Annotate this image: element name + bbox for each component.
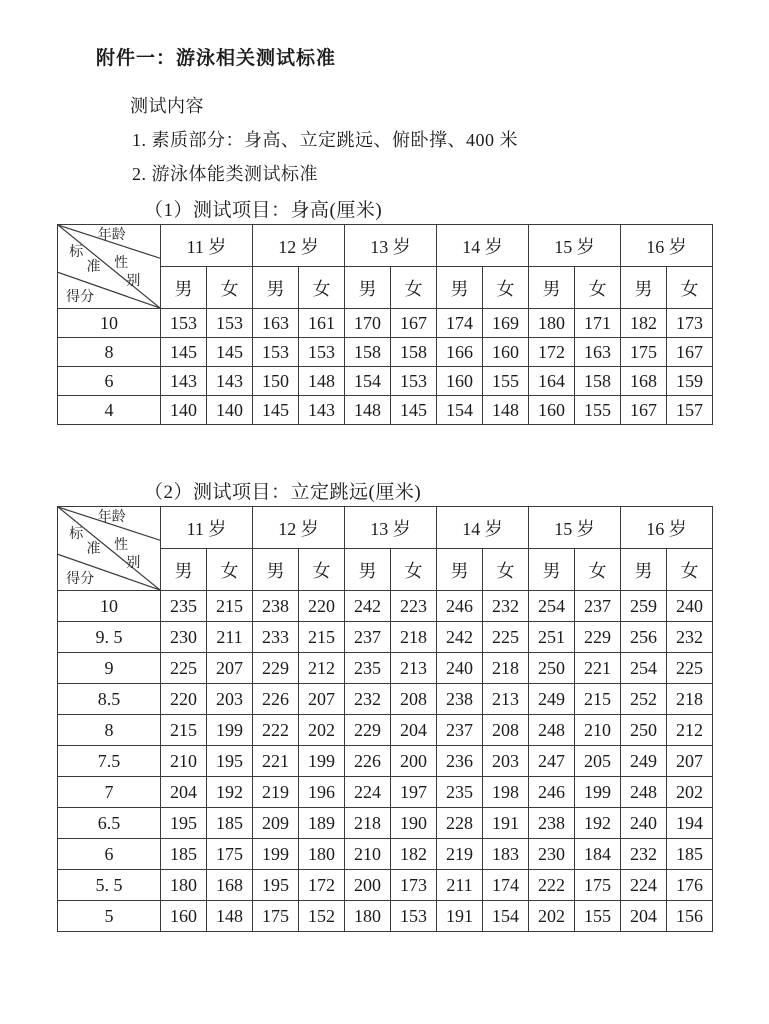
gender-header-cell: 女 xyxy=(391,267,437,309)
page-title: 附件一：游泳相关测试标准 xyxy=(96,48,337,69)
value-cell: 150 xyxy=(253,367,299,396)
value-cell: 211 xyxy=(437,870,483,901)
value-cell: 192 xyxy=(207,777,253,808)
value-cell: 204 xyxy=(391,715,437,746)
corner-header-cell xyxy=(58,225,161,309)
value-cell: 202 xyxy=(529,901,575,932)
corner-cell-content xyxy=(58,507,160,590)
value-cell: 197 xyxy=(391,777,437,808)
value-cell: 242 xyxy=(345,591,391,622)
value-cell: 143 xyxy=(161,367,207,396)
value-cell: 168 xyxy=(207,870,253,901)
value-cell: 203 xyxy=(483,746,529,777)
table-row xyxy=(58,715,713,746)
value-cell: 251 xyxy=(529,622,575,653)
value-cell: 218 xyxy=(667,684,713,715)
corner-label-score: 得分 xyxy=(66,289,95,305)
value-cell: 225 xyxy=(161,653,207,684)
value-cell: 212 xyxy=(299,653,345,684)
long-jump-standards-table xyxy=(57,506,713,932)
corner-label-age: 年龄 xyxy=(97,510,126,526)
value-cell: 190 xyxy=(391,808,437,839)
value-cell: 153 xyxy=(391,901,437,932)
gender-header-cell: 男 xyxy=(345,267,391,309)
value-cell: 248 xyxy=(621,777,667,808)
value-cell: 204 xyxy=(621,901,667,932)
value-cell: 218 xyxy=(483,653,529,684)
age-header-cell: 16 岁 xyxy=(621,225,713,267)
value-cell: 233 xyxy=(253,622,299,653)
value-cell: 215 xyxy=(299,622,345,653)
value-cell: 161 xyxy=(299,309,345,338)
value-cell: 215 xyxy=(207,591,253,622)
table-row xyxy=(58,870,713,901)
table-row xyxy=(58,777,713,808)
value-cell: 172 xyxy=(299,870,345,901)
value-cell: 154 xyxy=(437,396,483,425)
age-header-cell: 15 岁 xyxy=(529,225,621,267)
value-cell: 240 xyxy=(667,591,713,622)
height-standards-table xyxy=(57,224,713,425)
value-cell: 219 xyxy=(253,777,299,808)
score-cell: 4 xyxy=(58,396,161,425)
age-header-cell: 12 岁 xyxy=(253,225,345,267)
value-cell: 207 xyxy=(207,653,253,684)
value-cell: 236 xyxy=(437,746,483,777)
value-cell: 222 xyxy=(529,870,575,901)
value-cell: 148 xyxy=(207,901,253,932)
value-cell: 174 xyxy=(483,870,529,901)
value-cell: 229 xyxy=(575,622,621,653)
value-cell: 238 xyxy=(253,591,299,622)
value-cell: 207 xyxy=(299,684,345,715)
value-cell: 180 xyxy=(161,870,207,901)
gender-header-cell: 男 xyxy=(253,267,299,309)
value-cell: 220 xyxy=(299,591,345,622)
value-cell: 199 xyxy=(575,777,621,808)
gender-header-cell: 女 xyxy=(667,549,713,591)
value-cell: 153 xyxy=(391,367,437,396)
value-cell: 158 xyxy=(391,338,437,367)
value-cell: 145 xyxy=(207,338,253,367)
value-cell: 148 xyxy=(345,396,391,425)
value-cell: 167 xyxy=(667,338,713,367)
value-cell: 160 xyxy=(437,367,483,396)
value-cell: 210 xyxy=(575,715,621,746)
value-cell: 189 xyxy=(299,808,345,839)
gender-header-cell: 男 xyxy=(529,549,575,591)
gender-header-cell: 女 xyxy=(299,267,345,309)
value-cell: 211 xyxy=(207,622,253,653)
value-cell: 199 xyxy=(299,746,345,777)
score-cell: 6.5 xyxy=(58,808,161,839)
value-cell: 205 xyxy=(575,746,621,777)
value-cell: 195 xyxy=(207,746,253,777)
corner-header-cell xyxy=(58,507,161,591)
score-cell: 9 xyxy=(58,653,161,684)
value-cell: 145 xyxy=(253,396,299,425)
age-header-cell: 15 岁 xyxy=(529,507,621,549)
corner-label-gender-2: 别 xyxy=(126,273,141,289)
value-cell: 219 xyxy=(437,839,483,870)
table-row xyxy=(58,808,713,839)
value-cell: 180 xyxy=(345,901,391,932)
corner-label-gender-1: 性 xyxy=(114,537,129,553)
value-cell: 249 xyxy=(621,746,667,777)
value-cell: 202 xyxy=(299,715,345,746)
age-header-cell: 12 岁 xyxy=(253,507,345,549)
value-cell: 183 xyxy=(483,839,529,870)
value-cell: 238 xyxy=(437,684,483,715)
value-cell: 153 xyxy=(161,309,207,338)
value-cell: 213 xyxy=(483,684,529,715)
value-cell: 207 xyxy=(667,746,713,777)
value-cell: 148 xyxy=(299,367,345,396)
value-cell: 212 xyxy=(667,715,713,746)
value-cell: 215 xyxy=(161,715,207,746)
value-cell: 226 xyxy=(345,746,391,777)
value-cell: 210 xyxy=(345,839,391,870)
value-cell: 235 xyxy=(161,591,207,622)
score-cell: 7 xyxy=(58,777,161,808)
gender-header-cell: 男 xyxy=(161,267,207,309)
value-cell: 203 xyxy=(207,684,253,715)
value-cell: 170 xyxy=(345,309,391,338)
value-cell: 237 xyxy=(575,591,621,622)
table-row xyxy=(58,309,713,338)
age-header-cell: 14 岁 xyxy=(437,507,529,549)
value-cell: 224 xyxy=(621,870,667,901)
table-row xyxy=(58,622,713,653)
corner-cell-content xyxy=(58,225,160,308)
value-cell: 242 xyxy=(437,622,483,653)
table-row xyxy=(58,396,713,425)
gender-header-cell: 男 xyxy=(253,549,299,591)
value-cell: 200 xyxy=(391,746,437,777)
value-cell: 226 xyxy=(253,684,299,715)
value-cell: 155 xyxy=(575,396,621,425)
gender-header-cell: 女 xyxy=(207,267,253,309)
value-cell: 208 xyxy=(391,684,437,715)
value-cell: 154 xyxy=(345,367,391,396)
value-cell: 202 xyxy=(667,777,713,808)
score-cell: 6 xyxy=(58,839,161,870)
value-cell: 240 xyxy=(621,808,667,839)
value-cell: 175 xyxy=(575,870,621,901)
value-cell: 160 xyxy=(529,396,575,425)
table-row xyxy=(58,653,713,684)
value-cell: 204 xyxy=(161,777,207,808)
value-cell: 173 xyxy=(391,870,437,901)
value-cell: 259 xyxy=(621,591,667,622)
value-cell: 171 xyxy=(575,309,621,338)
score-cell: 8 xyxy=(58,715,161,746)
gender-header-cell: 男 xyxy=(437,267,483,309)
age-header-cell: 13 岁 xyxy=(345,225,437,267)
value-cell: 235 xyxy=(345,653,391,684)
value-cell: 254 xyxy=(529,591,575,622)
value-cell: 250 xyxy=(529,653,575,684)
value-cell: 232 xyxy=(483,591,529,622)
value-cell: 199 xyxy=(207,715,253,746)
corner-label-standard-2: 准 xyxy=(86,541,101,557)
table-caption-height: （1）测试项目：身高(厘米) xyxy=(144,200,383,221)
score-cell: 9. 5 xyxy=(58,622,161,653)
corner-label-gender-2: 别 xyxy=(126,555,141,571)
value-cell: 246 xyxy=(529,777,575,808)
value-cell: 153 xyxy=(207,309,253,338)
value-cell: 196 xyxy=(299,777,345,808)
value-cell: 218 xyxy=(345,808,391,839)
score-cell: 10 xyxy=(58,309,161,338)
value-cell: 163 xyxy=(575,338,621,367)
value-cell: 254 xyxy=(621,653,667,684)
value-cell: 209 xyxy=(253,808,299,839)
value-cell: 237 xyxy=(437,715,483,746)
list-item-swim-fitness: 2. 游泳体能类测试标准 xyxy=(132,164,318,184)
value-cell: 176 xyxy=(667,870,713,901)
value-cell: 228 xyxy=(437,808,483,839)
value-cell: 159 xyxy=(667,367,713,396)
value-cell: 148 xyxy=(483,396,529,425)
value-cell: 229 xyxy=(345,715,391,746)
value-cell: 200 xyxy=(345,870,391,901)
value-cell: 180 xyxy=(299,839,345,870)
section-heading-test-content: 测试内容 xyxy=(130,96,204,116)
value-cell: 230 xyxy=(529,839,575,870)
value-cell: 223 xyxy=(391,591,437,622)
value-cell: 158 xyxy=(345,338,391,367)
value-cell: 215 xyxy=(575,684,621,715)
value-cell: 163 xyxy=(253,309,299,338)
value-cell: 158 xyxy=(575,367,621,396)
value-cell: 194 xyxy=(667,808,713,839)
value-cell: 167 xyxy=(391,309,437,338)
value-cell: 195 xyxy=(253,870,299,901)
table-header-row-ages xyxy=(58,507,713,549)
corner-label-standard-1: 标 xyxy=(69,526,84,542)
gender-header-cell: 女 xyxy=(667,267,713,309)
value-cell: 145 xyxy=(391,396,437,425)
value-cell: 247 xyxy=(529,746,575,777)
value-cell: 185 xyxy=(207,808,253,839)
value-cell: 238 xyxy=(529,808,575,839)
value-cell: 155 xyxy=(483,367,529,396)
age-header-cell: 14 岁 xyxy=(437,225,529,267)
value-cell: 145 xyxy=(161,338,207,367)
gender-header-cell: 男 xyxy=(437,549,483,591)
value-cell: 208 xyxy=(483,715,529,746)
value-cell: 175 xyxy=(207,839,253,870)
value-cell: 232 xyxy=(621,839,667,870)
gender-header-cell: 男 xyxy=(621,267,667,309)
value-cell: 191 xyxy=(483,808,529,839)
value-cell: 252 xyxy=(621,684,667,715)
value-cell: 156 xyxy=(667,901,713,932)
value-cell: 232 xyxy=(667,622,713,653)
value-cell: 229 xyxy=(253,653,299,684)
value-cell: 249 xyxy=(529,684,575,715)
table-caption-standing-long-jump: （2）测试项目：立定跳远(厘米) xyxy=(144,482,422,503)
gender-header-cell: 男 xyxy=(161,549,207,591)
gender-header-cell: 女 xyxy=(575,267,621,309)
score-cell: 7.5 xyxy=(58,746,161,777)
table-row xyxy=(58,684,713,715)
gender-header-cell: 女 xyxy=(299,549,345,591)
score-cell: 6 xyxy=(58,367,161,396)
value-cell: 167 xyxy=(621,396,667,425)
value-cell: 222 xyxy=(253,715,299,746)
value-cell: 154 xyxy=(483,901,529,932)
gender-header-cell: 女 xyxy=(575,549,621,591)
value-cell: 155 xyxy=(575,901,621,932)
value-cell: 221 xyxy=(575,653,621,684)
score-cell: 8 xyxy=(58,338,161,367)
value-cell: 182 xyxy=(391,839,437,870)
value-cell: 160 xyxy=(161,901,207,932)
table-row xyxy=(58,367,713,396)
value-cell: 143 xyxy=(299,396,345,425)
value-cell: 157 xyxy=(667,396,713,425)
table-row xyxy=(58,591,713,622)
value-cell: 175 xyxy=(253,901,299,932)
age-header-cell: 11 岁 xyxy=(161,507,253,549)
age-header-cell: 11 岁 xyxy=(161,225,253,267)
value-cell: 180 xyxy=(529,309,575,338)
value-cell: 235 xyxy=(437,777,483,808)
value-cell: 240 xyxy=(437,653,483,684)
table-row xyxy=(58,338,713,367)
value-cell: 166 xyxy=(437,338,483,367)
corner-label-gender-1: 性 xyxy=(114,255,129,271)
value-cell: 185 xyxy=(667,839,713,870)
value-cell: 237 xyxy=(345,622,391,653)
value-cell: 218 xyxy=(391,622,437,653)
value-cell: 160 xyxy=(483,338,529,367)
corner-label-standard-2: 准 xyxy=(86,259,101,275)
corner-label-standard-1: 标 xyxy=(69,244,84,260)
value-cell: 198 xyxy=(483,777,529,808)
gender-header-cell: 男 xyxy=(529,267,575,309)
gender-header-cell: 男 xyxy=(621,549,667,591)
corner-label-score: 得分 xyxy=(66,571,95,587)
age-header-cell: 16 岁 xyxy=(621,507,713,549)
value-cell: 232 xyxy=(345,684,391,715)
value-cell: 192 xyxy=(575,808,621,839)
value-cell: 153 xyxy=(299,338,345,367)
value-cell: 213 xyxy=(391,653,437,684)
value-cell: 250 xyxy=(621,715,667,746)
value-cell: 175 xyxy=(621,338,667,367)
score-cell: 10 xyxy=(58,591,161,622)
value-cell: 168 xyxy=(621,367,667,396)
list-item-quality-part: 1. 素质部分：身高、立定跳远、俯卧撑、400 米 xyxy=(132,130,518,150)
table-row xyxy=(58,839,713,870)
value-cell: 230 xyxy=(161,622,207,653)
value-cell: 184 xyxy=(575,839,621,870)
value-cell: 221 xyxy=(253,746,299,777)
value-cell: 210 xyxy=(161,746,207,777)
value-cell: 199 xyxy=(253,839,299,870)
gender-header-cell: 女 xyxy=(483,549,529,591)
score-cell: 5. 5 xyxy=(58,870,161,901)
value-cell: 140 xyxy=(207,396,253,425)
value-cell: 172 xyxy=(529,338,575,367)
age-header-cell: 13 岁 xyxy=(345,507,437,549)
value-cell: 174 xyxy=(437,309,483,338)
value-cell: 191 xyxy=(437,901,483,932)
value-cell: 220 xyxy=(161,684,207,715)
value-cell: 195 xyxy=(161,808,207,839)
value-cell: 256 xyxy=(621,622,667,653)
value-cell: 169 xyxy=(483,309,529,338)
value-cell: 185 xyxy=(161,839,207,870)
value-cell: 152 xyxy=(299,901,345,932)
value-cell: 143 xyxy=(207,367,253,396)
value-cell: 225 xyxy=(667,653,713,684)
value-cell: 248 xyxy=(529,715,575,746)
value-cell: 246 xyxy=(437,591,483,622)
value-cell: 164 xyxy=(529,367,575,396)
score-cell: 5 xyxy=(58,901,161,932)
value-cell: 153 xyxy=(253,338,299,367)
table-header-row-ages xyxy=(58,225,713,267)
gender-header-cell: 女 xyxy=(207,549,253,591)
value-cell: 182 xyxy=(621,309,667,338)
value-cell: 173 xyxy=(667,309,713,338)
gender-header-cell: 女 xyxy=(483,267,529,309)
score-cell: 8.5 xyxy=(58,684,161,715)
table-row xyxy=(58,901,713,932)
value-cell: 225 xyxy=(483,622,529,653)
gender-header-cell: 女 xyxy=(391,549,437,591)
corner-label-age: 年龄 xyxy=(97,228,126,244)
value-cell: 140 xyxy=(161,396,207,425)
gender-header-cell: 男 xyxy=(345,549,391,591)
value-cell: 224 xyxy=(345,777,391,808)
table-row xyxy=(58,746,713,777)
